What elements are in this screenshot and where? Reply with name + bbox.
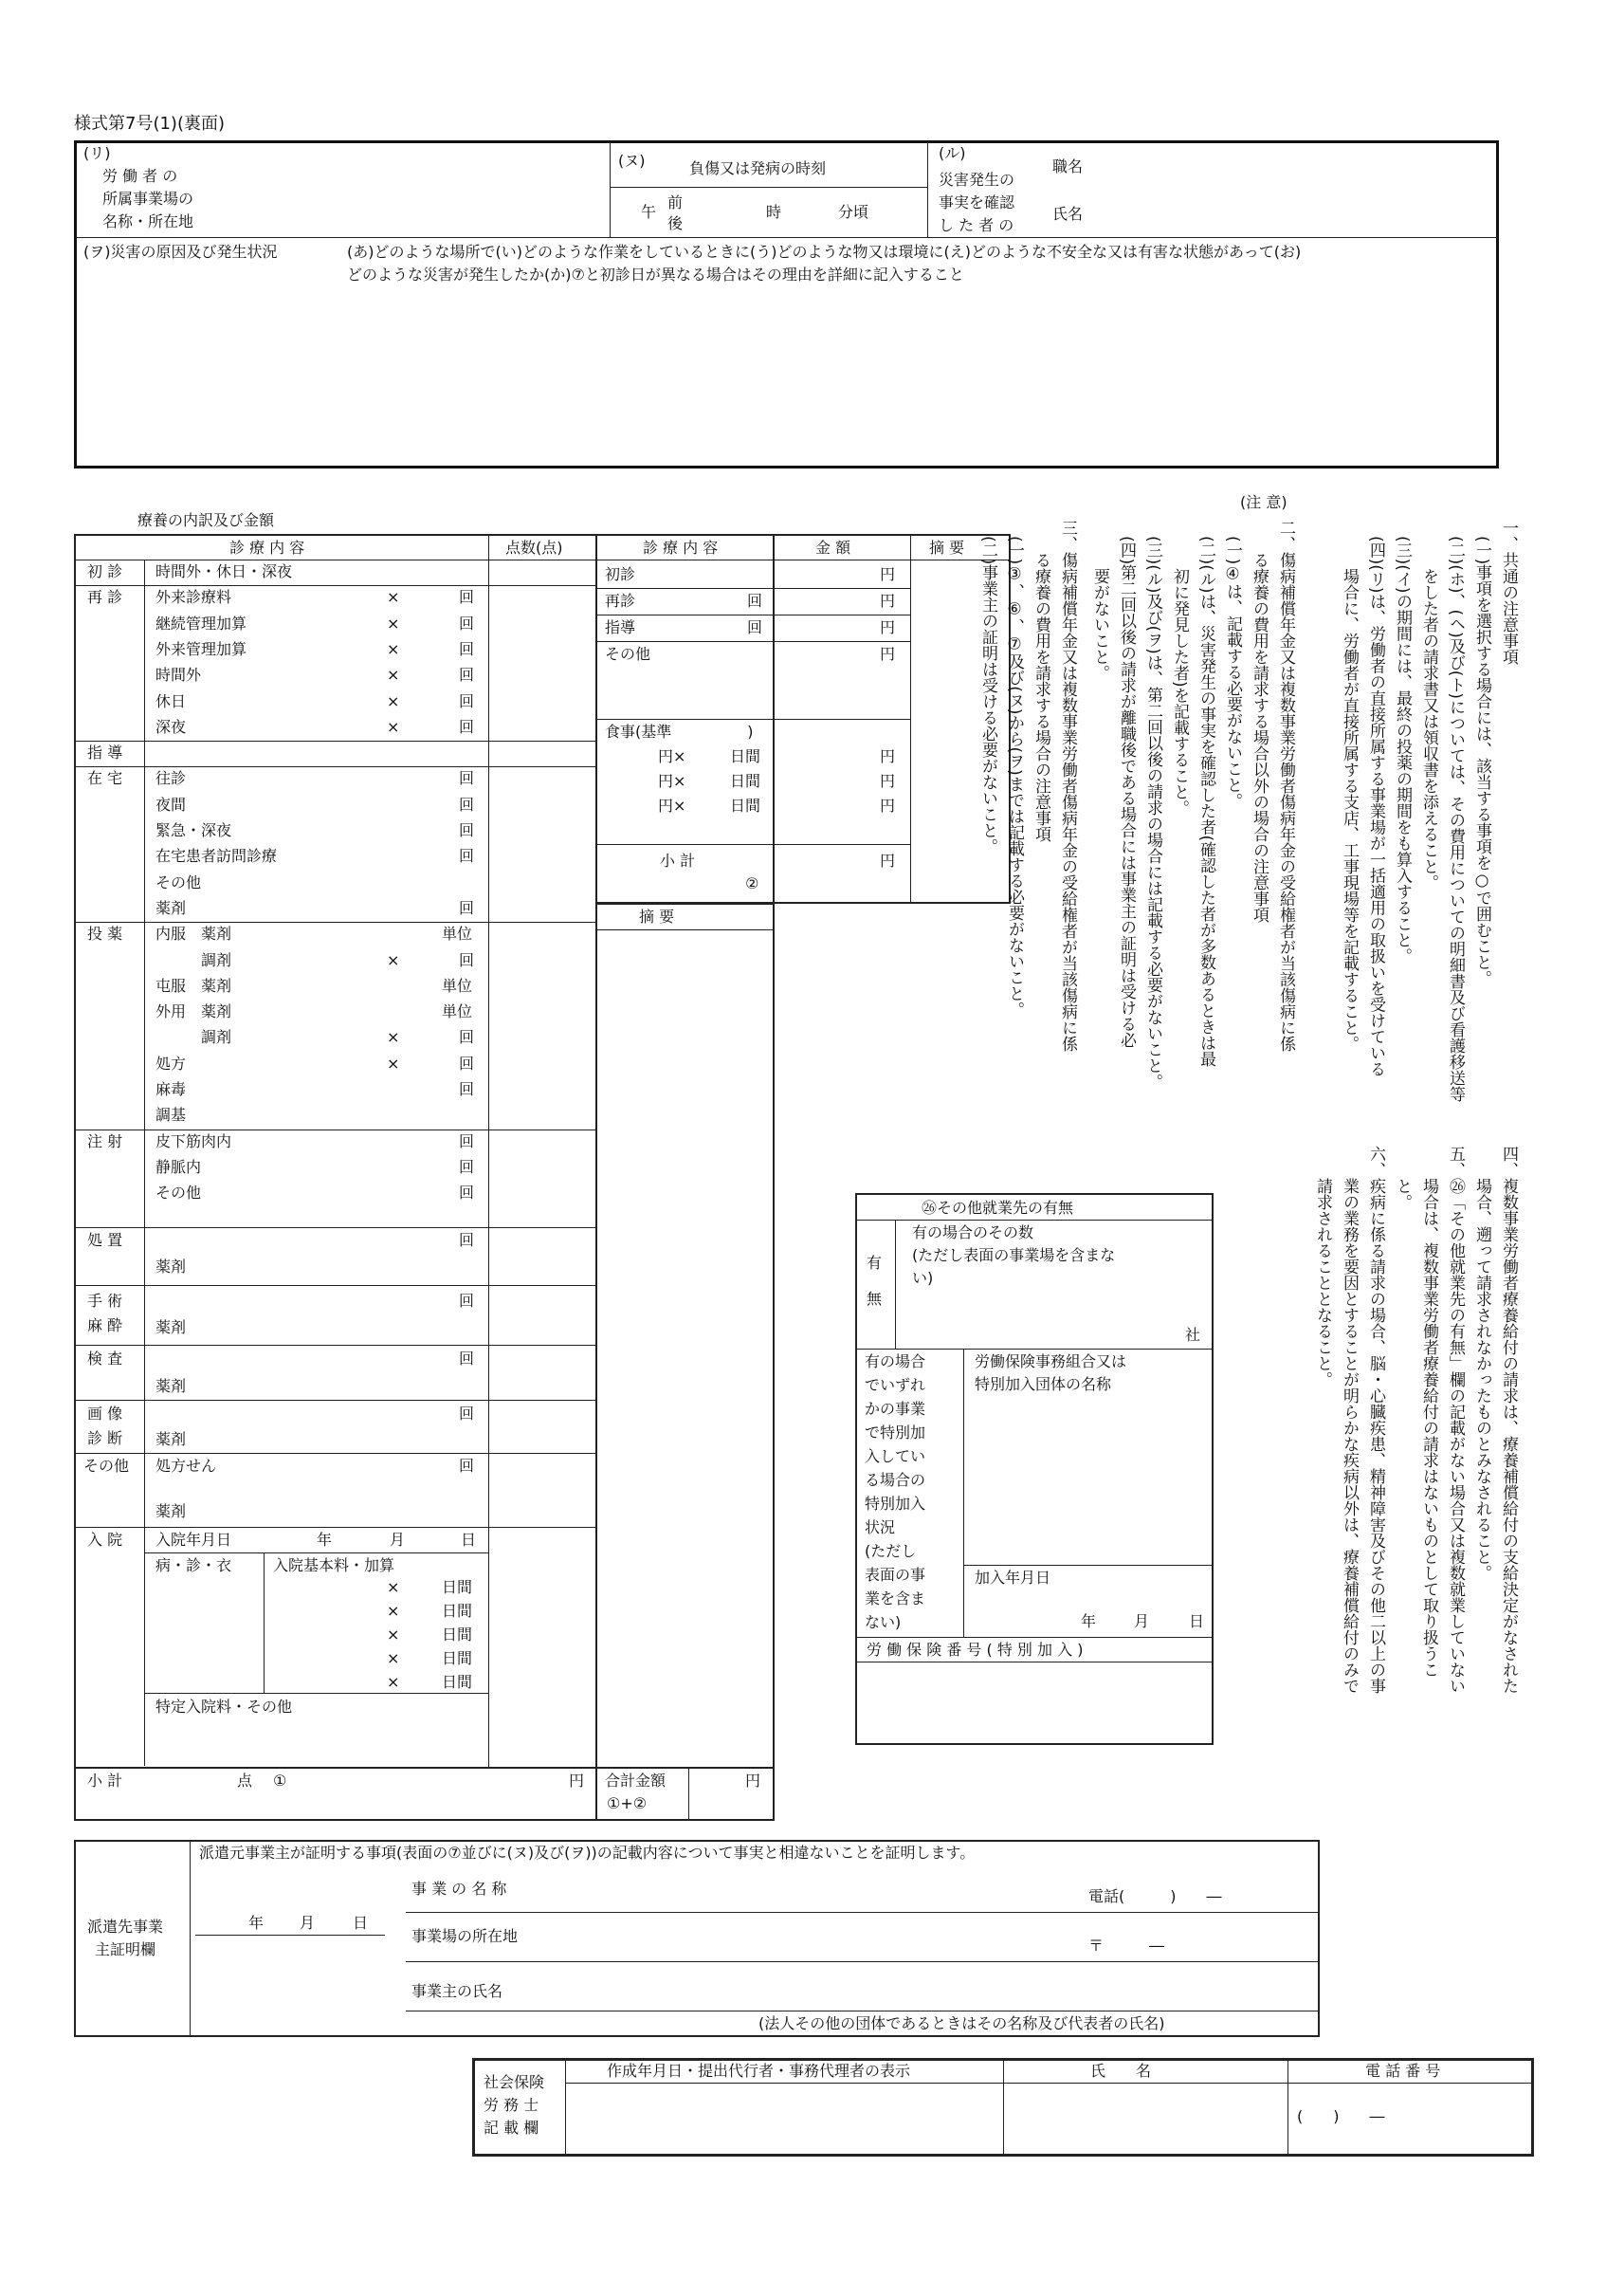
- ryoyo-kai: 回: [459, 1054, 475, 1073]
- ryoyo-item: その他: [155, 1184, 202, 1203]
- ryoyo-kai: 回: [459, 1157, 475, 1176]
- sonota-item: 処方せん: [155, 1457, 217, 1475]
- r-gokei-en: 円: [745, 1772, 761, 1790]
- ryoyo-cat: 投 薬: [87, 925, 123, 944]
- haken-yubin: 〒 ―: [1088, 1937, 1165, 1955]
- haken-hojin: (法人その他の団体であるときはその名称及び代表者の氏名): [758, 2014, 1165, 2032]
- ri-mark: (リ): [83, 144, 111, 162]
- shujutsu-label-2: 麻 酔: [87, 1316, 123, 1334]
- r-shokei-en: 円: [880, 852, 896, 870]
- sharoshi-l1: 社会保険: [484, 2073, 545, 2091]
- ryoyo-kai: 回: [459, 717, 475, 736]
- sonota-yaku: 薬剤: [155, 1502, 187, 1520]
- ryoyo-item: 屯服 薬剤: [155, 976, 232, 995]
- r-shokei: 小 計: [660, 852, 696, 870]
- ss-kumiai-2: 特別加入団体の名称: [975, 1375, 1112, 1393]
- haken-denwa: 電話( ) ―: [1088, 1887, 1222, 1905]
- ryoyo-kai: 回: [459, 795, 475, 814]
- sharoshi-l2: 労 務 士: [484, 2096, 539, 2114]
- ryoyo-item: 時間外・休日・深夜: [155, 562, 293, 580]
- nyuin-nichikan: 日間: [442, 1602, 473, 1620]
- nyuin-nen: 年: [317, 1531, 333, 1549]
- ss-tsuki: 月: [1134, 1612, 1150, 1630]
- nyuin-kakeru: ×: [387, 1649, 400, 1667]
- shokei-label: 小 計: [87, 1772, 123, 1790]
- ryoyo-item: 調剤: [155, 1028, 232, 1047]
- ryoyo-item: 薬剤: [155, 898, 187, 917]
- r-gokei-2: ①+②: [607, 1794, 648, 1812]
- nyuin-tokutei: 特定入院料・その他: [155, 1698, 293, 1716]
- form-code: 様式第7号(1)(裏面): [74, 114, 225, 134]
- ryoyo-item: 麻毒: [155, 1080, 187, 1098]
- ru-label-2: 事実を確認: [939, 193, 1015, 211]
- wo-text-1: (あ)どのような場所で(い)どのような作業をしているときに(う)どのような物又は環境に(え)どのような不安全な又は有害な状態があって(お): [347, 243, 1302, 261]
- ss-ari-2: (ただし表面の事業場を含まな: [912, 1246, 1116, 1264]
- sharoshi-h1: 作成年月日・提出代行者・事務代理者の表示: [607, 2062, 911, 2080]
- ryoyo-item: 在宅患者訪問診療: [155, 847, 278, 866]
- ryoyo-kai: 回: [459, 950, 475, 969]
- r-shokuji-nichi-2: 日間: [730, 772, 761, 790]
- shujutsu-yaku: 薬剤: [155, 1318, 187, 1336]
- r-tekiyo-2: 摘 要: [639, 908, 675, 926]
- kensa-label: 検 査: [87, 1350, 123, 1368]
- ss-bango: 労 働 保 険 番 号 ( 特 別 加 入 ): [867, 1641, 1084, 1659]
- ri-label-1: 労 働 者 の: [102, 167, 178, 185]
- notes-block-4: 四、複数事業労働者療養給付の請求は、療養補償給付の支給決定がなされた 場合、遡って請求されなかったものとみなされること。 五、㉖「その他就業先の有無」欄の記載がない場合又は複数就業していない 場合は、複数事業労働者療養給付の請求はないものとして取り扱うこ と。 六、疾病に係る請求の場合、脳・心臓疾患、精神障害及びその他二以上の事 業の業務を要因とすることが明らかな疾病以外は、療養補償給付のみで 請求されることとなること。: [1313, 1146, 1518, 1694]
- ryoyo-item: 往診: [155, 769, 187, 788]
- ryoyo-x: ×: [387, 639, 400, 658]
- nyuin-kihon: 入院基本料・加算: [273, 1556, 395, 1574]
- ss-left-line: る場合の: [865, 1471, 926, 1489]
- ryoyo-kai: 回: [459, 639, 475, 658]
- ryoyo-kai: 回: [459, 1028, 475, 1047]
- ryoyo-item: 緊急・深夜: [155, 821, 232, 839]
- ru-label-1: 災害発生の: [939, 171, 1015, 189]
- haken-label-1: 派遣先事業: [87, 1918, 164, 1936]
- r-shokuji-en-1: 円: [880, 747, 896, 765]
- r-shido-en: 円: [880, 618, 896, 636]
- r-shokuji-nichi-1: 日間: [730, 747, 761, 765]
- notes-chui: (注 意): [1240, 493, 1287, 511]
- shokei-maru1: ①: [273, 1772, 287, 1790]
- ryoyo-kai: 回: [459, 847, 475, 866]
- notes-block-2: 二、傷病補償年金又は複数事業労働者傷病年金の受給権者が当該傷病に係 る療養の費用を請求する場合以外の場合の注意事項 (一)④は、記載する必要がないこと。 (二)(ル)は、災害発生の事実を確認した者(確認した者が多数あるときは最 初に発見した者)を記載すること。 (三)(ル)及び(ヲ)は、第二回以後の請求の場合には記載する必要がないこと。 (四)第二回以後の請求が離職後である場合には事業主の証明は受ける必 要がないこと。: [1090, 520, 1295, 1090]
- r-h-kingaku: 金 額: [815, 539, 851, 557]
- ss-ari-3: い): [912, 1269, 934, 1287]
- r-shokuji-en-3: 円: [880, 797, 896, 815]
- nu-am: 前: [667, 193, 684, 211]
- haken-nen: 年: [248, 1914, 265, 1932]
- ryoyo-kai: 回: [459, 1080, 475, 1098]
- haken-shimei: 事業主の氏名: [411, 1982, 503, 2000]
- ryoyo-kai: 回: [459, 821, 475, 839]
- ss-mu: 無: [867, 1290, 883, 1308]
- ss-left-line: で特別加: [865, 1424, 926, 1442]
- r-h-shinryo: 診 療 内 容: [643, 539, 719, 557]
- ss-title: ㉖その他就業先の有無: [922, 1199, 1074, 1217]
- nyuin-byo: 病・診・衣: [155, 1556, 232, 1574]
- ryoyo-x: ×: [387, 1054, 400, 1073]
- nu-mark: (ヌ): [618, 152, 646, 170]
- ryoyo-title: 療養の内訳及び金額: [137, 511, 275, 529]
- ryoyo-cat: 初 診: [87, 562, 123, 580]
- r-gokei-1: 合計金額: [605, 1772, 667, 1790]
- ru-shoku: 職名: [1052, 157, 1084, 175]
- sharoshi-tel: ( ) ―: [1297, 2107, 1385, 2125]
- r-shokuji-enx-3: 円×: [658, 797, 686, 815]
- r-sonota: その他: [605, 645, 651, 663]
- ss-left-line: 状況: [865, 1518, 896, 1536]
- ryoyo-item: 静脈内: [155, 1157, 202, 1176]
- nyuin-kakeru: ×: [387, 1626, 400, 1644]
- ryoyo-cat: 指 導: [87, 744, 123, 762]
- sonota-label: その他: [83, 1457, 130, 1475]
- kensa-yaku: 薬剤: [155, 1377, 187, 1395]
- haken-meisho: 事 業 の 名 称: [411, 1880, 507, 1898]
- ryoyo-kai: 回: [459, 898, 475, 917]
- r-shokuji-en-2: 円: [880, 772, 896, 790]
- ss-left-line: ない): [865, 1613, 902, 1631]
- ryoyo-kai: 回: [459, 691, 475, 710]
- r-shido-kai: 回: [747, 618, 763, 636]
- haken-label-2: 主証明欄: [95, 1940, 156, 1958]
- ru-shimei: 氏名: [1052, 205, 1084, 223]
- ryoyo-item: 処方: [155, 1054, 187, 1073]
- nyuin-tsuki: 月: [390, 1531, 406, 1549]
- gazo-yaku: 薬剤: [155, 1430, 187, 1448]
- ryoyo-kai: 回: [459, 1131, 475, 1150]
- wo-label: (ヲ)災害の原因及び発生状況: [83, 243, 278, 261]
- nyuin-kakeru: ×: [387, 1602, 400, 1620]
- sonota-kai: 回: [459, 1457, 475, 1475]
- sharoshi-h2: 氏 名: [1090, 2062, 1152, 2080]
- shujutsu-kai: 回: [459, 1292, 475, 1310]
- ryoyo-item: 時間外: [155, 666, 202, 685]
- ryoyo-item: 外来診療料: [155, 588, 232, 607]
- ss-left-line: (ただし: [865, 1542, 917, 1560]
- ss-kanyu: 加入年月日: [975, 1569, 1051, 1587]
- ryoyo-x: ×: [387, 950, 400, 969]
- ss-hi: 日: [1189, 1612, 1205, 1630]
- ryoyo-x: ×: [387, 588, 400, 607]
- r-saishin-en: 円: [880, 592, 896, 610]
- kensa-kai: 回: [459, 1350, 475, 1368]
- ryoyo-x: ×: [387, 691, 400, 710]
- ss-sha: 社: [1185, 1326, 1201, 1344]
- nyuin-nichikan: 日間: [442, 1626, 473, 1644]
- ss-kumiai-1: 労働保険事務組合又は: [975, 1352, 1127, 1370]
- ryoyo-item: 外用 薬剤: [155, 1002, 232, 1021]
- ryoyo-item: 深夜: [155, 717, 187, 736]
- nu-pm: 後: [667, 214, 684, 232]
- haken-shozaichi: 事業場の所在地: [411, 1927, 519, 1945]
- nu-fun: 分頃: [838, 203, 869, 221]
- gazo-label-2: 診 断: [87, 1429, 123, 1447]
- ryoyo-item: 調基: [155, 1106, 187, 1125]
- ri-label-2: 所属事業場の: [102, 190, 194, 208]
- sharoshi-h3: 電 話 番 号: [1365, 2062, 1441, 2080]
- ss-left-line: かの事業: [865, 1400, 926, 1418]
- ru-label-3: し た 者 の: [939, 216, 1014, 234]
- nyuin-kakeru: ×: [387, 1578, 400, 1596]
- ss-nen: 年: [1081, 1612, 1097, 1630]
- shochi-kai: 回: [459, 1231, 475, 1249]
- ryoyo-kai: 単位: [442, 1002, 473, 1021]
- ryoyo-h-tensu: 点数(点): [505, 539, 563, 557]
- shochi-label: 処 置: [87, 1231, 123, 1249]
- ryoyo-kai: 回: [459, 666, 475, 685]
- r-maru2: ②: [745, 874, 759, 892]
- ss-left-line: でいずれ: [865, 1376, 926, 1394]
- ryoyo-item: 休日: [155, 691, 187, 710]
- ryoyo-item: 調剤: [155, 950, 232, 969]
- nu-ji: 時: [766, 203, 782, 221]
- ryoyo-item: その他: [155, 872, 202, 891]
- ryoyo-kai: 単位: [442, 925, 473, 944]
- r-shoshin: 初診: [605, 565, 636, 583]
- r-saishin: 再診: [605, 592, 636, 610]
- ss-left-line: 表面の事: [865, 1566, 926, 1584]
- ss-left-line: 特別加入: [865, 1495, 926, 1513]
- haken-hi: 日: [353, 1914, 369, 1932]
- ryoyo-item: 継続管理加算: [155, 614, 247, 633]
- ryoyo-x: ×: [387, 666, 400, 685]
- r-shido: 指導: [605, 618, 636, 636]
- nyuin-nichikan: 日間: [442, 1649, 473, 1667]
- ryoyo-kai: 単位: [442, 976, 473, 995]
- ss-left-line: 業を含ま: [865, 1589, 926, 1607]
- shokei-en: 円: [569, 1772, 585, 1790]
- ryoyo-x: ×: [387, 614, 400, 633]
- ri-label-3: 名称・所在地: [102, 212, 194, 230]
- nyuin-kakeru: ×: [387, 1673, 400, 1691]
- ryoyo-cat: 再 診: [87, 588, 123, 607]
- r-shokuji-enx-1: 円×: [658, 747, 686, 765]
- ryoyo-item: 外来管理加算: [155, 639, 247, 658]
- top-box: [74, 140, 1499, 468]
- ss-ari-1: 有の場合のその数: [912, 1223, 1034, 1241]
- nyuin-nichikan: 日間: [442, 1578, 473, 1596]
- ss-left-line: 入してい: [865, 1447, 926, 1465]
- ryoyo-item: 皮下筋肉内: [155, 1131, 232, 1150]
- r-shokuji: 食事(基準 ): [605, 723, 754, 741]
- ss-u: 有: [867, 1254, 883, 1272]
- shokei-ten: 点: [237, 1772, 253, 1790]
- ryoyo-item: 内服 薬剤: [155, 925, 232, 944]
- r-shoshin-en: 円: [880, 565, 896, 583]
- gazo-kai: 回: [459, 1405, 475, 1423]
- r-shokuji-enx-2: 円×: [658, 772, 686, 790]
- shujutsu-label-1: 手 術: [87, 1292, 123, 1310]
- ryoyo-h-shinryo: 診 療 内 容: [229, 539, 305, 557]
- gazo-label-1: 画 像: [87, 1405, 123, 1423]
- sharoshi-l3: 記 載 欄: [484, 2119, 539, 2137]
- ryoyo-kai: 回: [459, 614, 475, 633]
- ss-left-line: 有の場合: [865, 1352, 926, 1370]
- wo-text-2: どのような災害が発生したか(か)⑦と初診日が異なる場合はその理由を詳細に記入すること: [347, 266, 964, 284]
- haken-tsuki: 月: [300, 1914, 316, 1932]
- ryoyo-item: 夜間: [155, 795, 187, 814]
- ru-mark: (ル): [939, 144, 966, 162]
- shochi-yaku: 薬剤: [155, 1258, 187, 1276]
- nyuin-label: 入 院: [87, 1531, 123, 1549]
- r-h-tekiyo: 摘 要: [929, 539, 965, 557]
- ryoyo-x: ×: [387, 1028, 400, 1047]
- notes-block-3: 三、傷病補償年金又は複数事業労働者傷病年金の受給権者が当該傷病に係 る療養の費用を請求する場合の注意事項 (一)③、⑥、⑦及び(ヌ)から(ヲ)までは記載する必要がないこと。 (二)事業主の証明は受ける必要がないこと。: [978, 520, 1077, 1052]
- ryoyo-x: ×: [387, 717, 400, 736]
- notes-block-1: 一、共通の注意事項 (一)事項を選択する場合には、該当する事項を○で囲むこと。 (二)(ホ)、(ヘ)及び(ト)については、その費用についての明細書及び看護移送等 をした者の請求書又は領収書を添えること。 (三)(イ)の期間には、最終の投薬の期間をも算入すること。 (四)(リ)は、労働者の直接所属する事業場が一括適用の取扱いを受けている 場合に、労働者が直接所属する支店、工事現場等を記載すること。: [1340, 520, 1518, 1103]
- nyuin-date-label: 入院年月日: [155, 1531, 232, 1549]
- nu-title: 負傷又は発病の時刻: [689, 159, 827, 177]
- ryoyo-cat: 在 宅: [87, 769, 123, 788]
- nyuin-hi: 日: [461, 1531, 477, 1549]
- ryoyo-kai: 回: [459, 1184, 475, 1203]
- nu-gogo: 午: [641, 203, 657, 221]
- r-sonota-en: 円: [880, 645, 896, 663]
- r-shokuji-nichi-3: 日間: [730, 797, 761, 815]
- ryoyo-kai: 回: [459, 588, 475, 607]
- r-saishin-kai: 回: [747, 592, 763, 610]
- nyuin-nichikan: 日間: [442, 1673, 473, 1691]
- haken-text: 派遣元事業主が証明する事項(表面の⑦並びに(ヌ)及び(ヲ))の記載内容について事実と相違ないことを証明します。: [199, 1844, 976, 1862]
- ryoyo-kai: 回: [459, 769, 475, 788]
- ryoyo-cat: 注 射: [87, 1131, 123, 1150]
